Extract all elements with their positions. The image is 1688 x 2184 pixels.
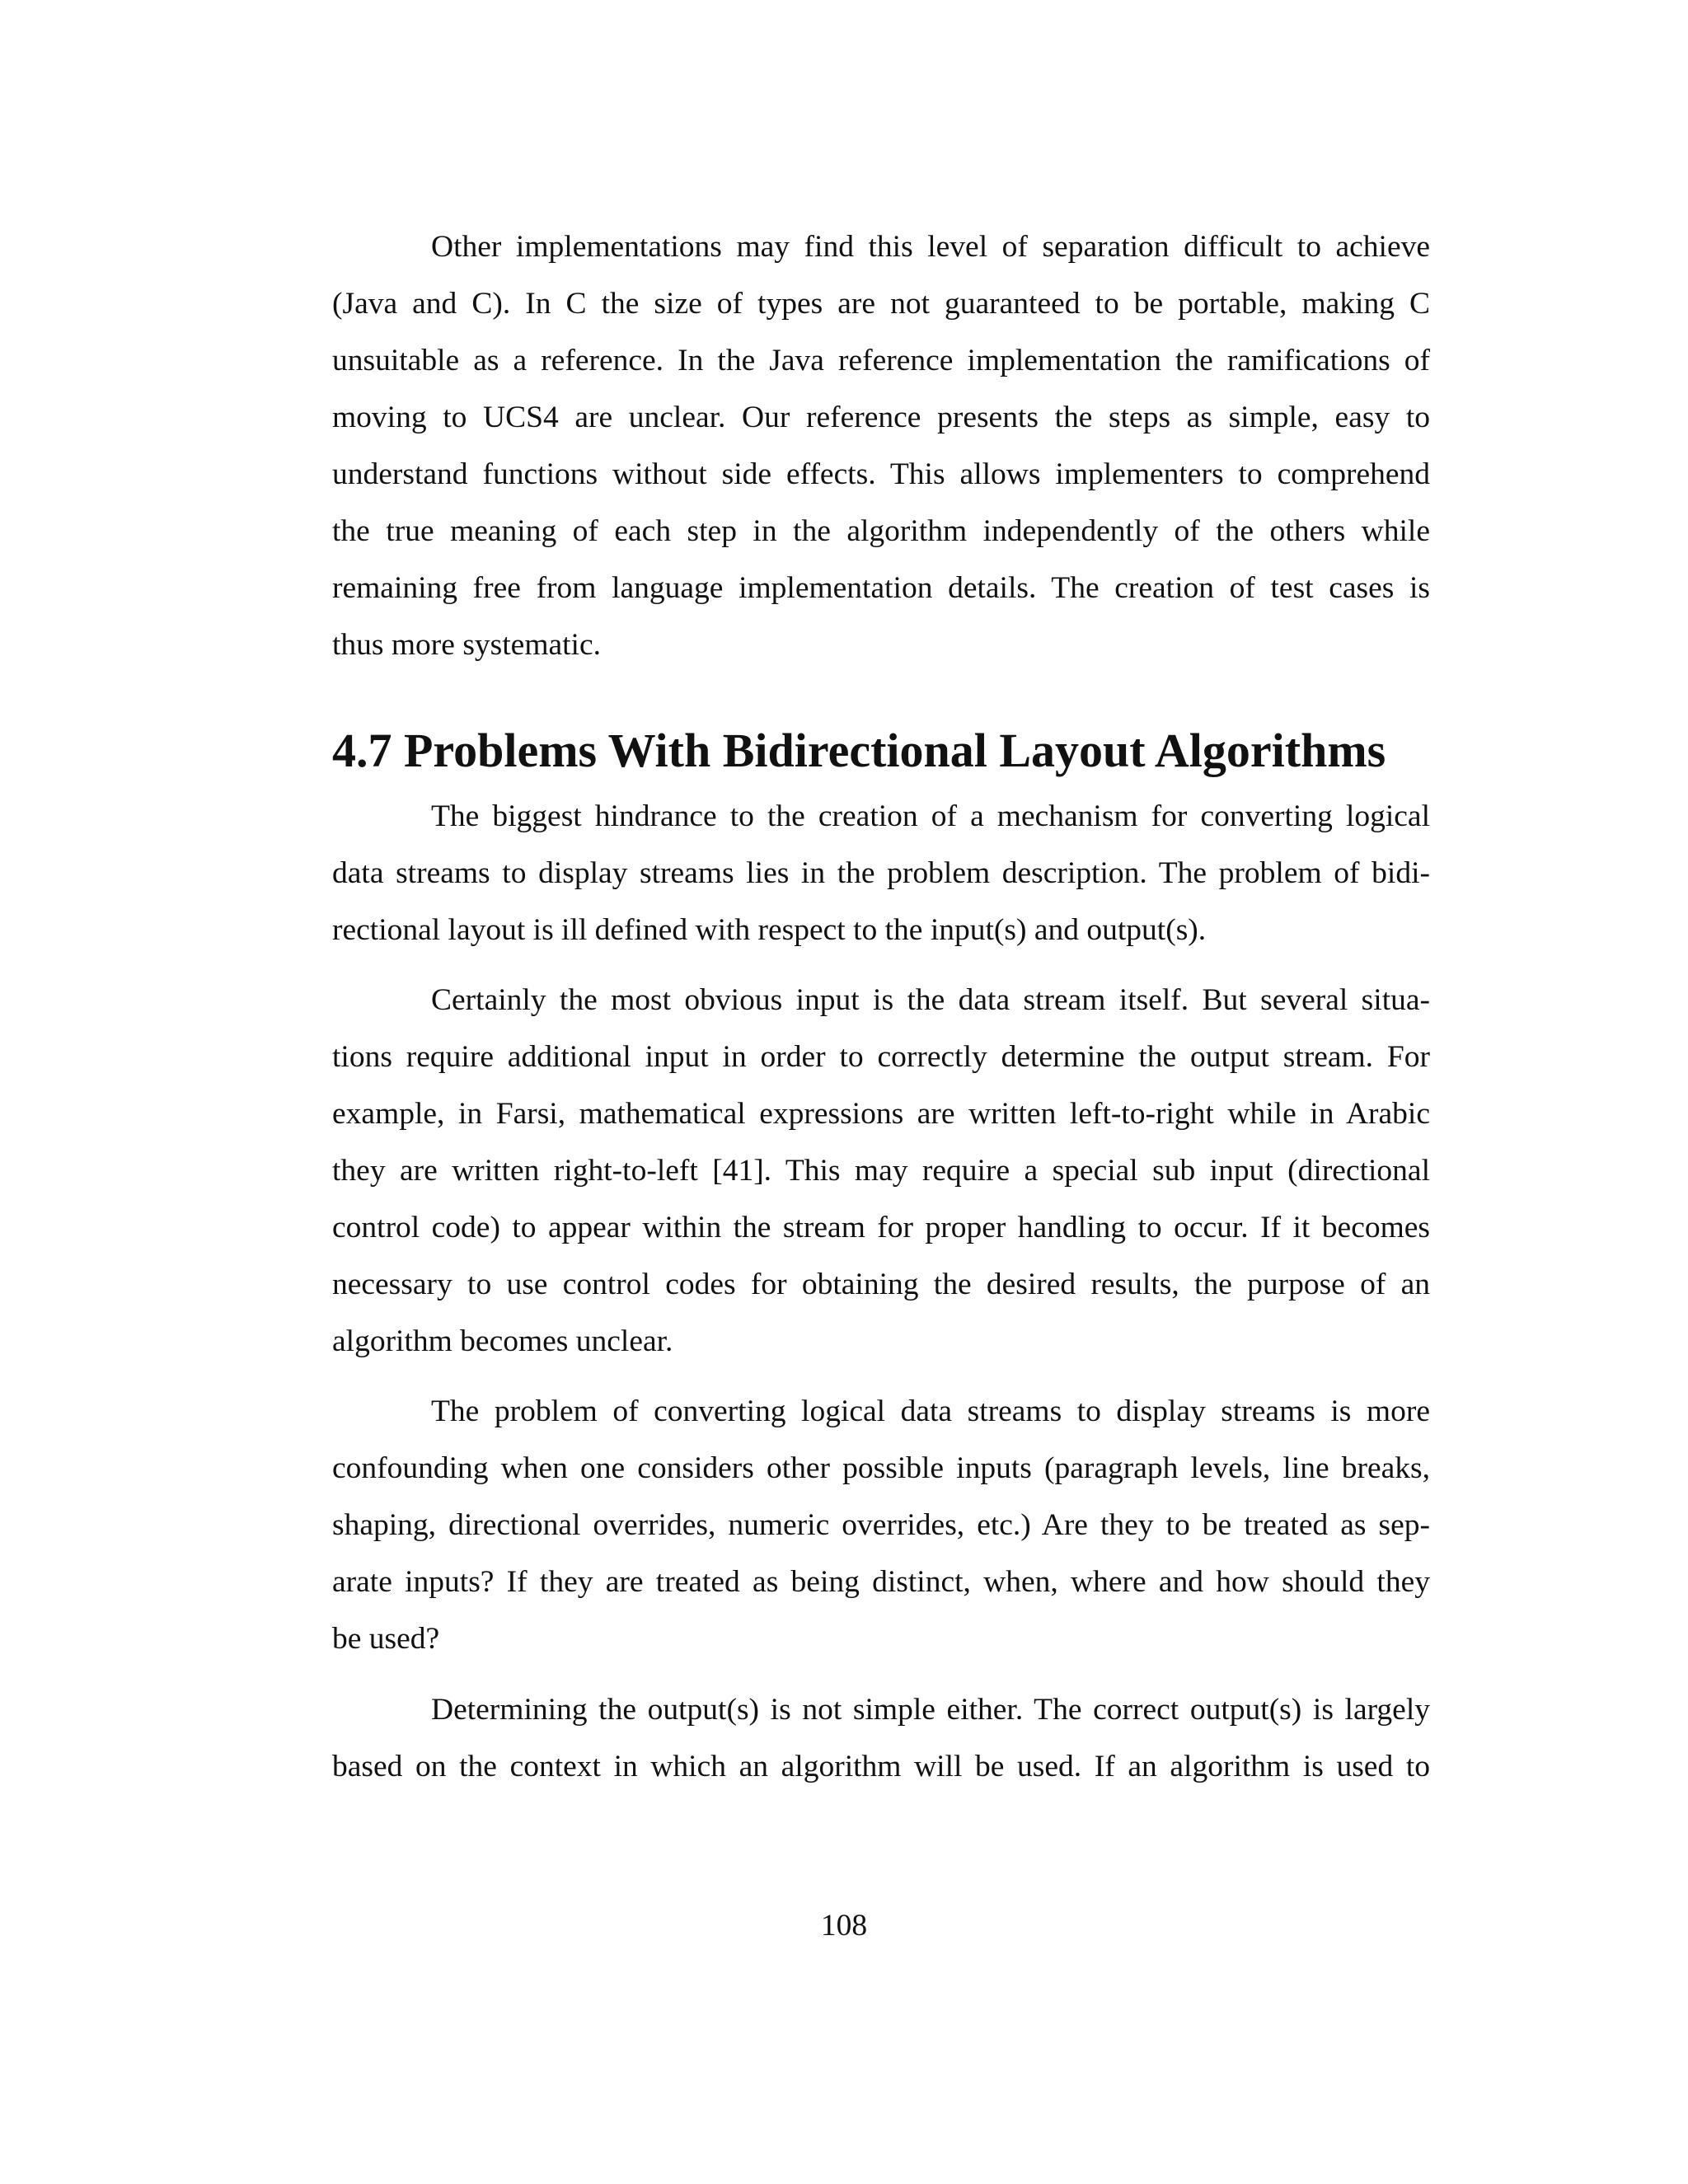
- paragraph-line: be used?: [332, 1622, 440, 1656]
- paragraph-line: example, in Farsi, mathematical expressions are written left-to-right while in Arabic: [332, 1097, 1430, 1131]
- paragraph-line: the true meaning of each step in the algorithm independently of the others while: [332, 514, 1430, 548]
- paragraph-line: arate inputs? If they are treated as being distinct, when, where and how should they: [332, 1565, 1430, 1599]
- paragraph-line: Certainly the most obvious input is the data stream itself. But several situa-: [431, 983, 1430, 1017]
- section-heading: 4.7 Problems With Bidirectional Layout Algorithms: [332, 724, 1386, 777]
- paragraph-line: (Java and C). In C the size of types are not guaranteed to be portable, making C: [332, 287, 1430, 321]
- page-number: 108: [820, 1909, 868, 1943]
- paragraph-line: necessary to use control codes for obtaining the desired results, the purpose of an: [332, 1268, 1430, 1301]
- paragraph-line: unsuitable as a reference. In the Java reference implementation the ramifications of: [332, 344, 1430, 377]
- paragraph-line: data streams to display streams lies in the problem description. The problem of bidi-: [332, 856, 1430, 890]
- paragraph-line: understand functions without side effects. This allows implementers to comprehend: [332, 457, 1430, 491]
- paragraph-line: The biggest hindrance to the creation of a mechanism for converting logical: [431, 799, 1430, 833]
- paragraph-line: rectional layout is ill defined with respect to the input(s) and output(s).: [332, 913, 1207, 947]
- paragraph-line: they are written right-to-left [41]. This may require a special sub input (directional: [332, 1154, 1430, 1188]
- paragraph-line: algorithm becomes unclear.: [332, 1324, 673, 1358]
- paragraph-line: thus more systematic.: [332, 628, 601, 662]
- paragraph-line: Determining the output(s) is not simple either. The correct output(s) is largely: [431, 1693, 1430, 1727]
- paragraph-line: control code) to appear within the stream for proper handling to occur. If it becomes: [332, 1211, 1430, 1244]
- paragraph-line: The problem of converting logical data streams to display streams is more: [431, 1394, 1430, 1428]
- paragraph-line: tions require additional input in order to correctly determine the output stream. For: [332, 1040, 1430, 1074]
- paragraph-line: remaining free from language implementation details. The creation of test cases is: [332, 571, 1430, 605]
- paragraph-line: confounding when one considers other possible inputs (paragraph levels, line breaks,: [332, 1451, 1430, 1485]
- paragraph-line: shaping, directional overrides, numeric overrides, etc.) Are they to be treated as sep-: [332, 1508, 1430, 1542]
- paragraph-line: moving to UCS4 are unclear. Our reference presents the steps as simple, easy to: [332, 401, 1430, 434]
- paragraph-line: based on the context in which an algorithm will be used. If an algorithm is used to: [332, 1750, 1430, 1783]
- paragraph-line: Other implementations may find this level of separation difficult to achieve: [431, 230, 1430, 264]
